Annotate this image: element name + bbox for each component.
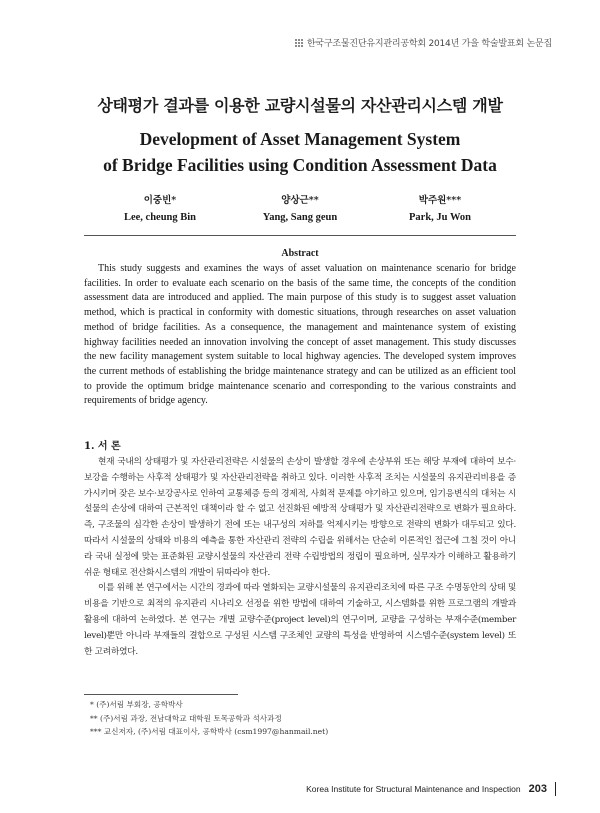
footer-journal-name: Korea Institute for Structural Maintenance and Inspection <box>306 784 521 794</box>
section-heading: 1. 서 론 <box>84 441 121 452</box>
page-number: 203 <box>528 783 547 795</box>
author <box>100 192 220 223</box>
author-name-english: Yang, Sang geun <box>262 212 338 223</box>
header-divider <box>84 235 516 236</box>
paper-title-english <box>0 126 600 178</box>
title-english-line2: of Bridge Facilities using Condition Assessment Data <box>103 155 497 175</box>
paragraph: 이를 위해 본 연구에서는 시간의 경과에 따라 열화되는 교량시설물의 유지관리조치에 따른 구조 수명동안의 상태 및 비용을 기반으로 최적의 유지관리 시나리오 선정을 위한 방법에 대하여 기술하고, 시스템화를 위한 프로그램의 개발과 활용에 대하여 논하였다. 본 연구는 개별 교량수준(project level)의 연구이며, 교량을 구성하는 부재수준(member level)뿐만 아니라 부재들의 결합으로 구성된 시스템 구조체인 교량의 특성을 반영하여 시스템수준(system level) 또한 고려하였다. <box>84 583 516 657</box>
footnote: ** (주)서림 과장, 전남대학교 대학원 토목공학과 석사과정 <box>90 713 282 723</box>
author-list <box>100 192 500 223</box>
author-name-english: Lee, cheung Bin <box>123 212 197 223</box>
running-head <box>295 36 552 49</box>
paper-title-korean: 상태평가 결과를 이용한 교량시설물의 자산관리시스템 개발 <box>97 96 503 115</box>
running-head-text: 한국구조물진단유지관리공학회 2014년 가을 학술발표회 논문집 <box>306 39 552 49</box>
author <box>240 192 360 223</box>
dots-icon <box>295 39 303 47</box>
author-name-korean: 박주원*** <box>418 195 462 206</box>
footer-divider <box>555 782 556 796</box>
title-english-line1: Development of Asset Management System <box>139 129 461 149</box>
author <box>380 192 500 223</box>
abstract-heading: Abstract <box>281 248 319 259</box>
author-name-korean: 이중빈* <box>143 195 177 206</box>
abstract-text: This study suggests and examines the ways of asset valuation on maintenance scenario for bridge facilities. In order to evaluate each scenario on the basis of the same time, the concepts of the condition assessment data are introduced and applied. The main purpose of this study is to suggest asset valuation method, which is practical in conformity with domestic situations, through researches on asset valuation method of bridge facilities. As a consequence, the management and maintenance system of existing highway facilities needed an innovation involving the concept of asset management. This study discusses the new facility management system suitable to local highway agencies. The developed system improves the current methods of establishing the bridge maintenance strategy and can be utilized as an efficient tool to provide the optimum bridge maintenance scenario and corresponding to the various constraints and requirements of bridge agency. <box>84 263 516 407</box>
introduction-body <box>84 455 516 660</box>
footnotes <box>90 698 510 739</box>
footnote: *** 교신저자, (주)서림 대표이사, 공학박사 (csm1997@hanmail.net) <box>90 727 329 736</box>
page-footer <box>306 782 556 796</box>
paragraph: 현재 국내의 상태평가 및 자산관리전략은 시설물의 손상이 발생할 경우에 손상부위 또는 해당 부재에 대하여 보수·보강을 수행하는 사후적 상태평가 및 자산관리전략을 취하고 있다. 이러한 사후적 조치는 시설물의 유지관리비용을 증가시키며 잦은 보수·보강공사로 인하여 교통체증 등의 경제적, 사회적 문제를 야기하고 있으며, 임기응변식의 대처는 시설물의 손상에 대하여 근본적인 대책이라 할 수 없고 선진화된 예방적 상태평가 및 자산관리전략으로 변화가 필요하다. 즉, 구조물의 심각한 손상이 발생하기 전에 또는 내구성의 저하를 억제시키는 방향으로 전략의 변화가 대두되고 있다. 따라서 시설물의 상태와 비용의 예측을 통한 자산관리 전략의 수립을 위해서는 단순히 이론적인 접근에 그칠 것이 아니라 국내 실정에 맞는 표준화된 교량시설물의 자산관리 전략 수립방법의 정립이 필요하며, 실무자가 이해하고 활용하기 쉬운 형태로 전산화시스템의 개발이 뒤따라야 한다. <box>84 457 516 578</box>
footnote: * (주)서림 부회장, 공학박사 <box>90 700 183 709</box>
author-name-english: Park, Ju Won <box>409 212 471 223</box>
author-name-korean: 양상근** <box>281 195 319 206</box>
footnote-divider <box>84 694 238 695</box>
